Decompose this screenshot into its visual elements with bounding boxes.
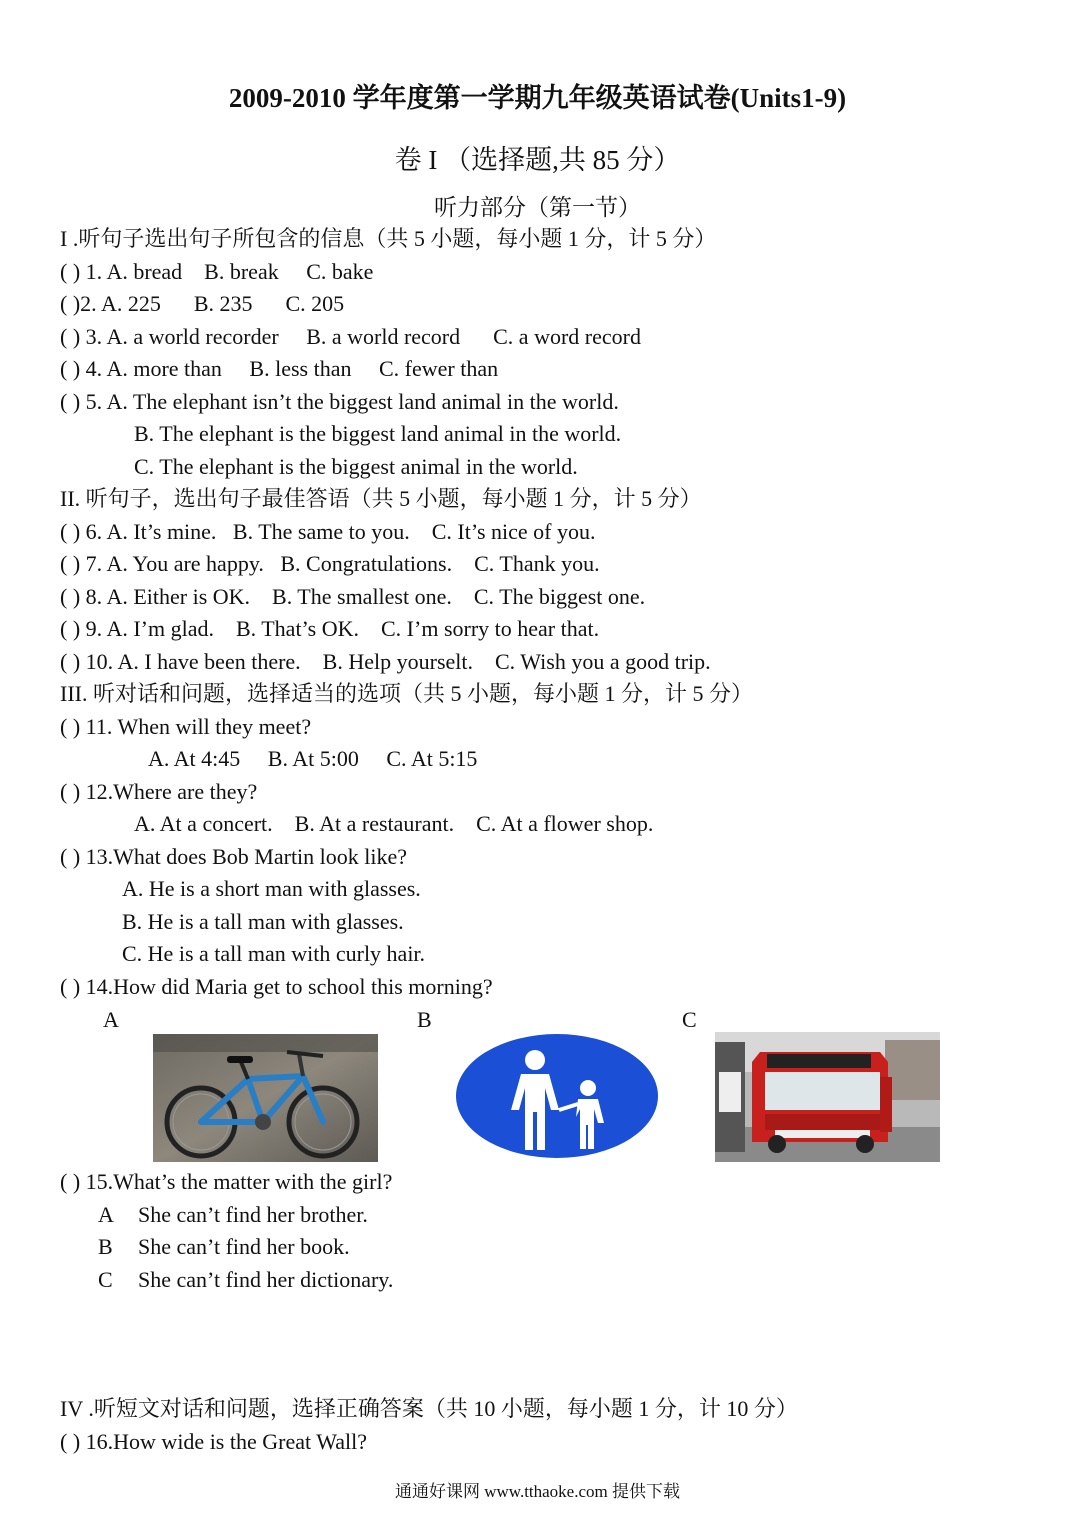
question-14-label-a: A: [103, 1007, 119, 1032]
option-letter: B: [98, 1234, 113, 1259]
question-15: ( ) 15.What’s the matter with the girl?: [60, 1169, 393, 1194]
option-text: She can’t find her dictionary.: [138, 1267, 394, 1292]
option-text: She can’t find her brother.: [138, 1202, 368, 1227]
question-12: ( ) 12.Where are they?: [60, 779, 258, 804]
bus-picture: [715, 1032, 940, 1162]
section-1-heading: I .听句子选出句子所包含的信息（共 5 小题，每小题 1 分，计 5 分）: [60, 226, 717, 251]
question-5: ( ) 5. A. The elephant isn’t the biggest land animal in the world.: [60, 389, 619, 414]
question-13: ( ) 13.What does Bob Martin look like?: [60, 844, 408, 869]
question-16: ( ) 16.How wide is the Great Wall?: [60, 1429, 367, 1454]
option-letter: A: [98, 1202, 114, 1227]
question-15-option-b: [98, 1232, 350, 1262]
question-5-option-b: B. The elephant is the biggest land animal in the world.: [134, 421, 622, 446]
question-13-option-a: A. He is a short man with glasses.: [122, 876, 421, 901]
question-8: ( ) 8. A. Either is OK. B. The smallest one. C. The biggest one.: [60, 584, 646, 609]
walking-sign-picture: [455, 1034, 660, 1162]
option-letter: C: [98, 1267, 113, 1292]
question-5-option-c: C. The elephant is the biggest animal in the world.: [134, 454, 578, 479]
question-12-options: A. At a concert. B. At a restaurant. C. At a flower shop.: [134, 811, 654, 836]
question-4: ( ) 4. A. more than B. less than C. fewer than: [60, 356, 499, 381]
section-heading-listening: 听力部分（第一节）: [434, 195, 641, 220]
question-14-label-c: C: [682, 1007, 697, 1032]
question-11: ( ) 11. When will they meet?: [60, 714, 312, 739]
question-6: ( ) 6. A. It’s mine. B. The same to you. C. It’s nice of you.: [60, 519, 596, 544]
question-2: ( )2. A. 225 B. 235 C. 205: [60, 291, 345, 316]
question-15-option-c: [98, 1265, 393, 1295]
question-13-option-b: B. He is a tall man with glasses.: [122, 909, 404, 934]
section-3-heading: III. 听对话和问题，选择适当的选项（共 5 小题，每小题 1 分，计 5 分）: [60, 681, 753, 706]
section-2-heading: II. 听句子，选出句子最佳答语（共 5 小题，每小题 1 分，计 5 分）: [60, 486, 702, 511]
page-title: 2009-2010 学年度第一学期九年级英语试卷(Units1-9): [228, 83, 847, 113]
bicycle-picture: [153, 1034, 378, 1162]
option-text: She can’t find her book.: [138, 1234, 350, 1259]
question-11-options: A. At 4:45 B. At 5:00 C. At 5:15: [148, 746, 478, 771]
question-10: ( ) 10. A. I have been there. B. Help yourselt. C. Wish you a good trip.: [60, 649, 711, 674]
paper-subtitle: 卷 I （选择题,共 85 分）: [394, 145, 681, 175]
question-3: ( ) 3. A. a world recorder B. a world record C. a word record: [60, 324, 641, 349]
question-14-label-b: B: [417, 1007, 432, 1032]
question-13-option-c: C. He is a tall man with curly hair.: [122, 941, 426, 966]
question-7: ( ) 7. A. You are happy. B. Congratulations. C. Thank you.: [60, 551, 600, 576]
question-1: ( ) 1. A. bread B. break C. bake: [60, 259, 374, 284]
section-4-heading: IV .听短文对话和问题，选择正确答案（共 10 小题，每小题 1 分，计 10 分）: [60, 1396, 798, 1421]
question-9: ( ) 9. A. I’m glad. B. That’s OK. C. I’m sorry to hear that.: [60, 616, 600, 641]
question-14: ( ) 14.How did Maria get to school this morning?: [60, 974, 493, 999]
page-footer: 通通好课网 www.tthaoke.com 提供下载: [394, 1482, 681, 1501]
question-15-option-a: [98, 1200, 368, 1230]
